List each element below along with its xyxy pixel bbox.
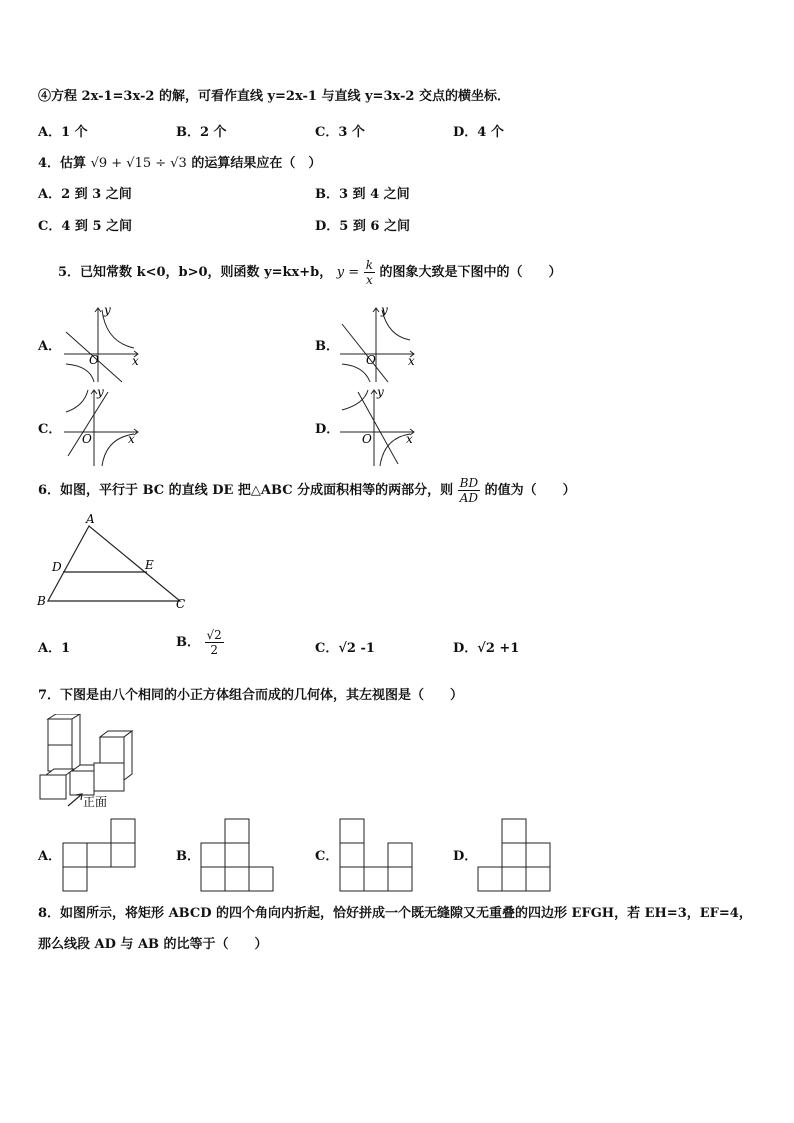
q8-line-2: 那么线段 AD 与 AB 的比等于（ ） <box>38 937 268 952</box>
q7-label-a[interactable]: A． <box>38 849 62 864</box>
q4-suffix: 的运算结果应在（ ） <box>191 156 322 171</box>
q5-c-origin: O <box>82 432 92 446</box>
q6-option-d-label: D． <box>453 641 478 656</box>
q6-frac-num: BD <box>459 476 479 490</box>
q4-stem <box>38 156 321 172</box>
q7-label-d[interactable]: D． <box>453 849 478 864</box>
q5-text: 5．已知常数 k<0，b>0，则函数 y=kx+b， <box>58 265 333 280</box>
q6-option-c-value: √2 -1 <box>338 641 375 656</box>
q5-label-b[interactable]: B． <box>315 339 339 354</box>
q7-view-d[interactable] <box>477 818 555 894</box>
q5-formula-lhs: y = <box>336 265 360 280</box>
q5-a-x-label: x <box>132 354 139 368</box>
q6-option-c-label: C． <box>315 641 339 656</box>
q5-d-x-label: x <box>406 432 413 446</box>
q5-graph-c[interactable] <box>62 386 142 468</box>
q3-option-a[interactable]: A．1 个 <box>38 125 88 140</box>
q6-frac-den: AD <box>459 491 478 505</box>
q6-triangle-figure <box>34 512 194 612</box>
q5-label-d[interactable]: D． <box>315 422 340 437</box>
q6-fraction <box>458 476 480 505</box>
q6-option-b-num: √2 <box>206 628 222 642</box>
q6-option-d-value: √2 +1 <box>477 641 520 656</box>
q6-option-b[interactable] <box>176 628 224 657</box>
q4-option-d[interactable]: D．5 到 6 之间 <box>315 219 410 234</box>
q7-view-c[interactable] <box>339 818 417 894</box>
q6-point-e: E <box>145 558 154 572</box>
q5-c-x-label: x <box>128 432 135 446</box>
q5-d-origin: O <box>362 432 372 446</box>
q5-b-y-label: y <box>381 303 388 317</box>
q8-line-1: 8．如图所示，将矩形 ABCD 的四个角向内折起，恰好拼成一个既无缝隙又无重叠的四边形 EFGH，若 EH=3，EF=4， <box>38 906 752 921</box>
q7-label-b[interactable]: B． <box>176 849 200 864</box>
q6-option-d[interactable] <box>453 641 519 657</box>
q7-view-a[interactable] <box>62 818 140 894</box>
q7-view-b[interactable] <box>200 818 278 894</box>
q5-b-x-label: x <box>408 354 415 368</box>
q6-option-c[interactable] <box>315 641 375 657</box>
q5-c-y-label: y <box>97 386 104 399</box>
q6-option-a[interactable]: A．1 <box>38 641 71 656</box>
q7-stem: 7．下图是由八个相同的小正方体组合而成的几何体，其左视图是（ ） <box>38 688 464 703</box>
q6-point-c: C <box>176 597 186 611</box>
q4-option-a[interactable]: A．2 到 3 之间 <box>38 187 132 202</box>
q5-graph-d[interactable] <box>338 386 418 468</box>
q6-point-b: B <box>37 594 46 608</box>
q5-a-origin: O <box>89 353 99 367</box>
q5-formula-fraction <box>364 258 375 287</box>
q7-front-label: 正面 <box>83 795 108 809</box>
q3-option-b[interactable]: B．2 个 <box>176 125 227 140</box>
q4-prefix: 4．估算 <box>38 156 87 171</box>
q6-point-d: D <box>52 560 62 574</box>
q6-option-b-label: B． <box>176 634 200 650</box>
q7-solid-figure <box>36 714 146 814</box>
q5-label-a[interactable]: A． <box>38 339 62 354</box>
q4-option-b[interactable]: B．3 到 4 之间 <box>315 187 410 202</box>
q3-option-d[interactable]: D．4 个 <box>453 125 504 140</box>
q6-suffix: 的值为（ ） <box>484 483 576 498</box>
q5-formula-den: x <box>365 273 373 287</box>
q5-stem <box>58 258 562 287</box>
q5-b-origin: O <box>366 353 376 367</box>
q6-text: 6．如图，平行于 BC 的直线 DE 把△ABC 分成面积相等的两部分，则 <box>38 483 454 498</box>
q6-stem <box>38 476 576 505</box>
q4-expression: √9 + √15 ÷ √3 <box>90 156 187 171</box>
statement-4: ④方程 2x-1=3x-2 的解，可看作直线 y=2x-1 与直线 y=3x-2 交点的横坐标． <box>38 89 510 104</box>
q7-label-c[interactable]: C． <box>315 849 339 864</box>
q5-graph-a[interactable] <box>62 302 142 384</box>
q5-d-y-label: y <box>377 386 384 399</box>
q3-option-c[interactable]: C．3 个 <box>315 125 365 140</box>
q5-formula-num: k <box>365 258 373 272</box>
q6-option-b-fraction <box>205 628 224 657</box>
q4-option-c[interactable]: C．4 到 5 之间 <box>38 219 133 234</box>
q6-point-a: A <box>86 512 95 526</box>
q5-suffix: 的图象大致是下图中的（ ） <box>379 265 562 280</box>
q5-label-c[interactable]: C． <box>38 422 62 437</box>
q5-graph-b[interactable] <box>338 302 418 384</box>
q6-option-b-den: 2 <box>210 643 218 657</box>
q5-a-y-label: y <box>104 303 111 317</box>
